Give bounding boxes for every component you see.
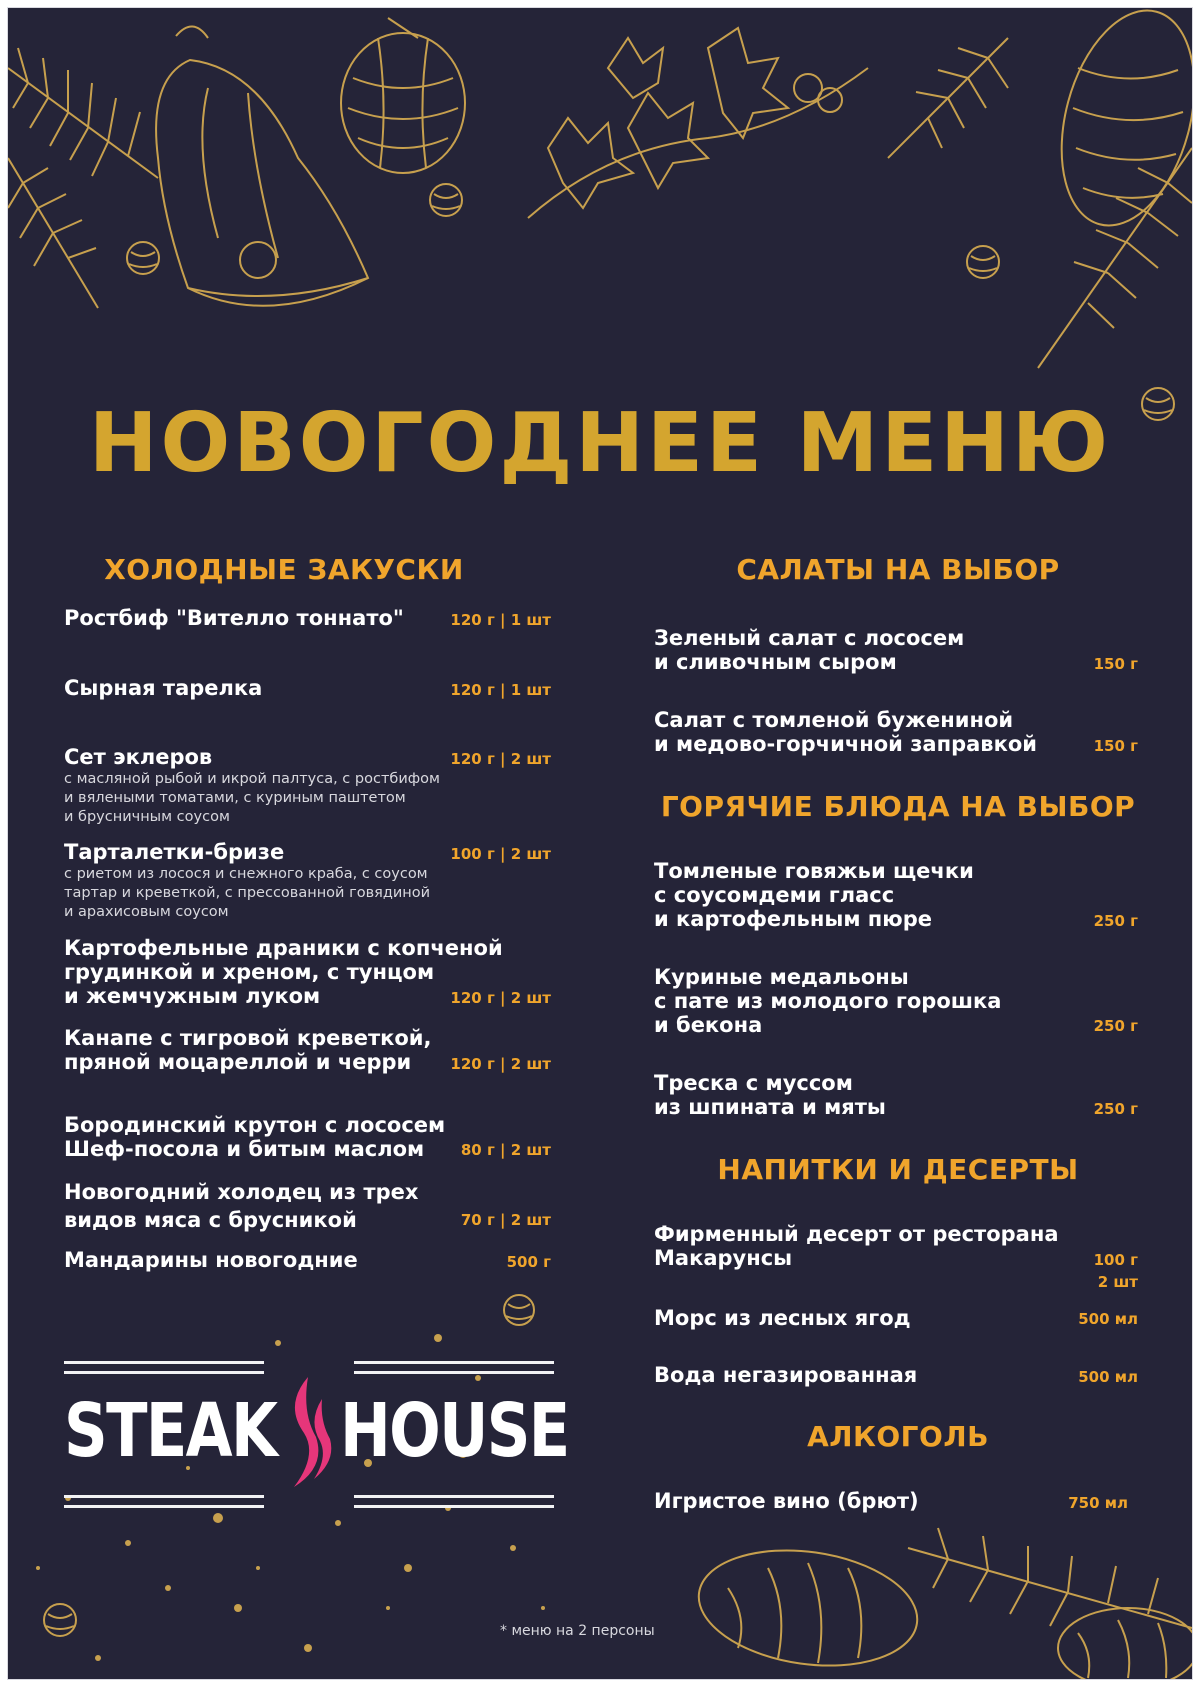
menu-item-price: 70 г | 2 шт	[460, 1211, 551, 1229]
logo-rule	[354, 1495, 554, 1498]
menu-item-name: Новогодний холодец из трех видов мяса с брусникой	[64, 1180, 419, 1232]
logo-rule	[64, 1505, 264, 1508]
ornament-ball-icon	[967, 246, 999, 278]
menu-item-name: Картофельные драники с копченой грудинкой и хреном, с тунцом и жемчужным луком	[64, 936, 503, 1008]
page-title: НОВОГОДНЕЕ МЕНЮ	[88, 396, 1112, 491]
menu-item-description: с масляной рыбой и икрой палтуса, с ростбифом и вялеными томатами, с куриным паштетом и брусничным соусом	[64, 771, 440, 825]
menu-item-price: 120 г | 2 шт	[450, 1055, 551, 1073]
ornament-ball-icon	[504, 1295, 534, 1325]
menu-item-name: Бородинский крутон с лососем Шеф-посола и битым маслом	[64, 1113, 446, 1161]
menu-item-price: 120 г | 1 шт	[450, 611, 551, 629]
logo-rule	[64, 1371, 264, 1374]
menu-item-price: 250 г	[1093, 912, 1138, 930]
menu-item-price: 500 мл	[1078, 1310, 1138, 1328]
menu-item-name: Тарталетки-бризе	[64, 840, 285, 864]
menu-item-price: 120 г | 1 шт	[450, 681, 551, 699]
menu-item-price: 250 г	[1093, 1100, 1138, 1118]
menu-item-name: Канапе с тигровой креветкой, пряной моцареллой и черри	[64, 1026, 432, 1074]
pine-branch-icon	[8, 48, 158, 308]
pine-cone-icon	[341, 18, 465, 173]
menu-item-price: 100 г 2 шт	[1093, 1251, 1138, 1291]
section-heading-drinks-desserts: НАПИТКИ И ДЕСЕРТЫ	[717, 1153, 1079, 1186]
logo-word-steak: STEAK	[64, 1388, 277, 1474]
menu-item-price: 120 г | 2 шт	[450, 750, 551, 768]
logo-rule	[64, 1495, 264, 1498]
section-heading-hot-dishes: ГОРЯЧИЕ БЛЮДА НА ВЫБОР	[660, 790, 1136, 823]
menu-item-name: Морс из лесных ягод	[654, 1306, 911, 1330]
section-heading-salads: САЛАТЫ НА ВЫБОР	[736, 553, 1060, 586]
menu-item-name: Мандарины новогодние	[64, 1248, 358, 1272]
menu-item-name: Томленые говяжьи щечки с соусомдеми гласс и картофельным пюре	[654, 859, 974, 931]
menu-item-name: Треска с муссом из шпината и мяты	[654, 1071, 886, 1119]
logo-word-house: HOUSE	[340, 1388, 569, 1474]
logo-rule	[354, 1505, 554, 1508]
footnote: * меню на 2 персоны	[500, 1623, 655, 1639]
menu-item-price: 750 мл	[1068, 1494, 1128, 1512]
menu-item-price: 150 г	[1093, 655, 1138, 673]
bell-icon	[156, 26, 368, 305]
menu-item-price: 500 мл	[1078, 1368, 1138, 1386]
menu-item-name: Игристое вино (брют)	[654, 1489, 919, 1513]
steak-house-logo	[64, 1361, 569, 1517]
menu-item-description: с риетом из лосося и снежного краба, с соусом тартар и креветкой, с прессованной говядиной и арахисовым соусом	[64, 866, 431, 920]
logo-rule	[64, 1361, 264, 1364]
menu-item-price: 100 г | 2 шт	[450, 845, 551, 863]
logo-rule	[354, 1371, 554, 1374]
menu-item-price: 80 г | 2 шт	[460, 1141, 551, 1159]
menu-item-name: Ростбиф "Вителло тоннато"	[64, 606, 404, 630]
section-heading-alcohol: АЛКОГОЛЬ	[807, 1420, 989, 1453]
pine-branch-icon	[888, 38, 1192, 368]
holly-icon	[528, 28, 868, 218]
menu-item-price: 120 г | 2 шт	[450, 989, 551, 1007]
menu-item-name: Вода негазированная	[654, 1363, 918, 1387]
ornament-ball-icon	[44, 1604, 76, 1636]
menu-item-name: Сырная тарелка	[64, 676, 263, 700]
section-heading-cold-appetizers: ХОЛОДНЫЕ ЗАКУСКИ	[104, 553, 464, 586]
pine-branch-icon	[908, 1528, 1192, 1628]
pine-cone-icon	[1040, 8, 1192, 240]
menu-item-name: Салат с томленой бужениной и медово-горчичной заправкой	[654, 708, 1037, 756]
logo-rule	[354, 1361, 554, 1364]
menu-item-name: Куриные медальоны с пате из молодого горошка и бекона	[654, 965, 1002, 1037]
menu-item-name: Фирменный десерт от ресторана Макарунсы	[654, 1222, 1059, 1270]
menu-item-name: Сет эклеров	[64, 745, 213, 769]
menu-item-price: 500 г	[506, 1253, 551, 1271]
menu-page	[8, 8, 1192, 1679]
menu-item-price: 150 г	[1093, 737, 1138, 755]
flame-icon	[278, 1375, 334, 1493]
menu-item-price: 250 г	[1093, 1017, 1138, 1035]
menu-item-name: Зеленый салат с лососем и сливочным сыром	[654, 626, 965, 674]
ornament-ball-icon	[127, 242, 159, 274]
ornament-ball-icon	[430, 184, 462, 216]
